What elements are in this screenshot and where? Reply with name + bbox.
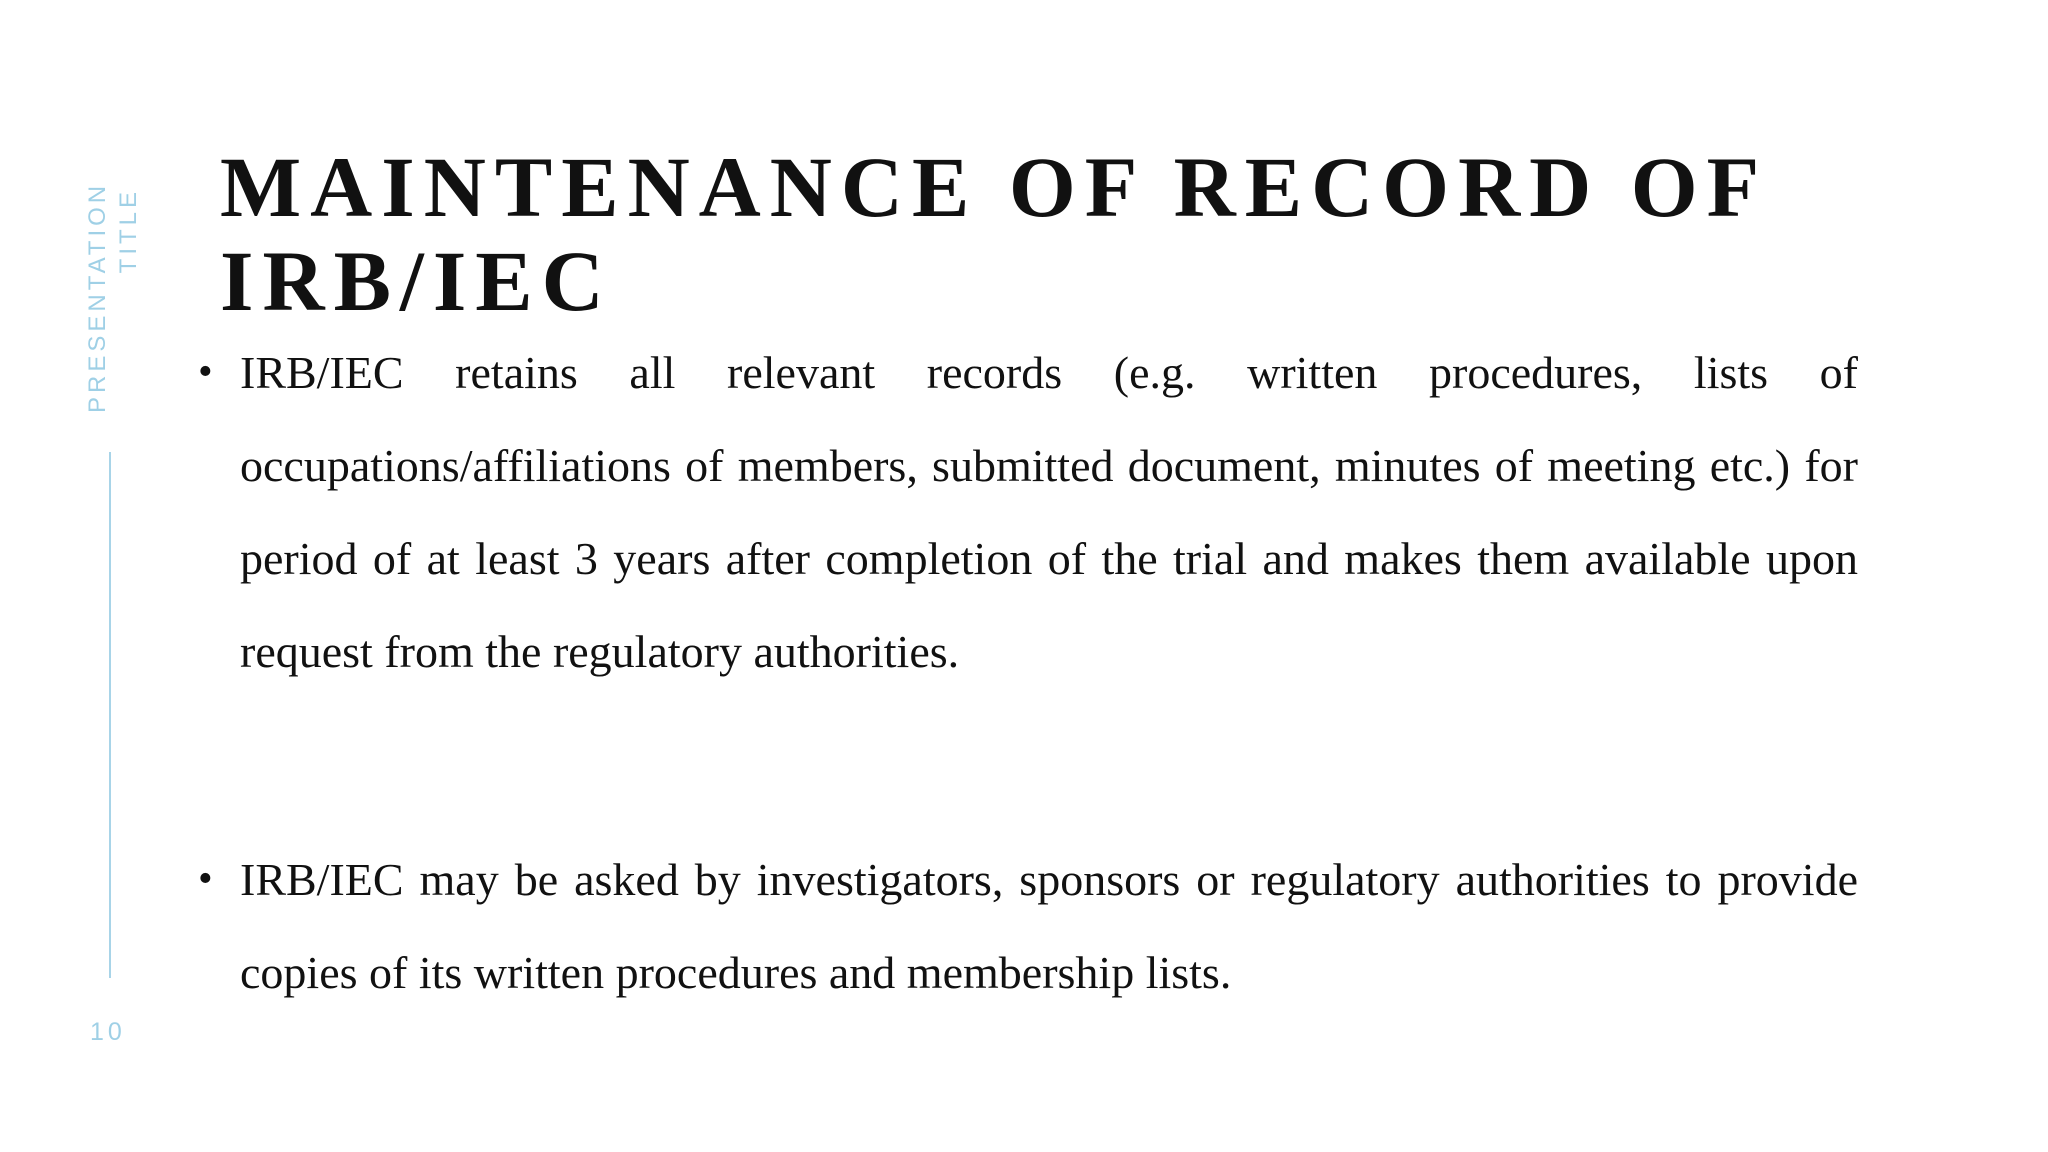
bullet-icon: • xyxy=(198,349,213,395)
bullet-item-records-retention xyxy=(198,326,1858,698)
presentation-title-label xyxy=(82,181,142,413)
presentation-title-text: PRESENTATION TITLE xyxy=(84,181,142,413)
bullet-text: IRB/IEC retains all relevant records (e.g. written procedures, lists of occupations/affiliations of members, submitted document, minutes of meeting etc.) for period of at least 3 years after completion of the trial and makes them available upon request from the regulatory authorities. xyxy=(240,347,1858,677)
vertical-divider xyxy=(109,452,111,978)
slide-title: MAINTENANCE OF RECORD OF IRB/IEC xyxy=(220,139,1766,329)
bullet-text: IRB/IEC may be asked by investigators, sponsors or regulatory authorities to provide copies of its written procedures and membership lists. xyxy=(240,854,1858,998)
bullet-icon: • xyxy=(198,856,213,902)
page-number: 10 xyxy=(90,1018,126,1046)
bullet-item-copies-request xyxy=(198,833,1858,1019)
bullet-list xyxy=(198,326,1858,1019)
